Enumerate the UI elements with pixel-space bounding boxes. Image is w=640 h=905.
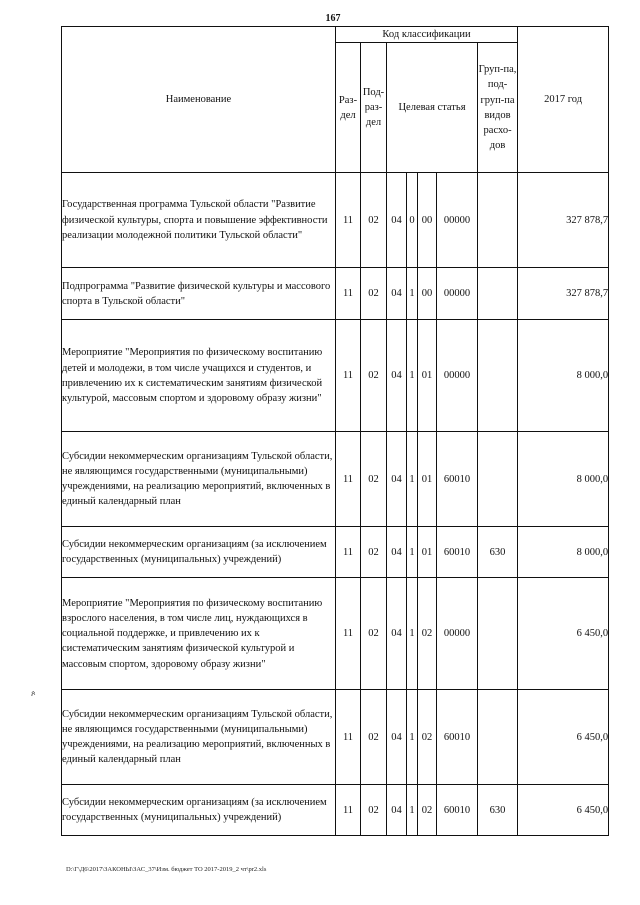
header-target-article: Целевая статья: [387, 43, 478, 173]
row-direction: 00000: [437, 268, 478, 320]
row-name: Субсидии некоммерческим организациям (за исключением государственных (муниципальных) учреждений): [62, 527, 336, 578]
row-event: 02: [418, 690, 437, 785]
table-row: [62, 527, 609, 578]
header-classification: Код классификации: [336, 27, 518, 43]
row-section: 11: [336, 320, 361, 432]
row-expense-type: [478, 690, 518, 785]
table-row: [62, 785, 609, 836]
row-expense-type: [478, 320, 518, 432]
row-expense-type: [478, 173, 518, 268]
row-name: Государственная программа Тульской области "Развитие физической культуры, спорта и повышение эффективности реализации молодежной политики Тульской области": [62, 173, 336, 268]
row-direction: 00000: [437, 320, 478, 432]
row-direction: 60010: [437, 527, 478, 578]
row-name: Мероприятие "Мероприятия по физическому воспитанию детей и молодежи, в том числе учащихся и студентов, и привлечению их к систематическим занятиям физической культурой, массовым спортом и здоровому образу жизни": [62, 320, 336, 432]
row-section: 11: [336, 527, 361, 578]
table-row: [62, 432, 609, 527]
row-direction: 60010: [437, 432, 478, 527]
table-row: [62, 173, 609, 268]
scan-artifact: ጶ: [31, 689, 36, 698]
row-subprogram: 1: [407, 578, 418, 690]
row-name: Субсидии некоммерческим организациям Тульской области, не являющимся государственными (муниципальными) учреждениями, на реализацию мероприятий, включенных в единый календарный план: [62, 690, 336, 785]
row-subprogram: 0: [407, 173, 418, 268]
row-subsection: 02: [361, 578, 387, 690]
row-section: 11: [336, 578, 361, 690]
row-amount: 8 000,0: [518, 527, 609, 578]
row-amount: 8 000,0: [518, 320, 609, 432]
row-direction: 00000: [437, 173, 478, 268]
row-event: 02: [418, 578, 437, 690]
row-program: 04: [387, 578, 407, 690]
row-event: 01: [418, 432, 437, 527]
header-expense-group: Груп-па, под-груп-па видов расхо-дов: [478, 43, 518, 173]
row-subsection: 02: [361, 320, 387, 432]
row-subprogram: 1: [407, 690, 418, 785]
table-row: [62, 268, 609, 320]
row-name: Мероприятие "Мероприятия по физическому воспитанию взрослого населения, в том числе лиц, нуждающихся в социальной поддержке, и привлечению их к систематическим занятиям физической культурой и массовым спортом, здоровому образу жизни": [62, 578, 336, 690]
header-section: Раз-дел: [336, 43, 361, 173]
row-program: 04: [387, 173, 407, 268]
row-event: 00: [418, 268, 437, 320]
row-subprogram: 1: [407, 432, 418, 527]
row-subprogram: 1: [407, 785, 418, 836]
row-subsection: 02: [361, 785, 387, 836]
table-row: [62, 320, 609, 432]
table-row: [62, 690, 609, 785]
row-event: 01: [418, 320, 437, 432]
row-expense-type: 630: [478, 785, 518, 836]
row-expense-type: 630: [478, 527, 518, 578]
row-subprogram: 1: [407, 527, 418, 578]
row-program: 04: [387, 690, 407, 785]
header-subsection: Под-раз-дел: [361, 43, 387, 173]
row-program: 04: [387, 432, 407, 527]
row-direction: 00000: [437, 578, 478, 690]
file-path-footer: D:\Г\Д6\2017\ЗАКОНЫ\ЗАС_37\Изм. бюджет ТО 2017-2019_2 чт\pr2.xls: [66, 866, 267, 873]
row-section: 11: [336, 173, 361, 268]
row-subsection: 02: [361, 527, 387, 578]
row-expense-type: [478, 268, 518, 320]
header-name: Наименование: [62, 27, 336, 173]
row-program: 04: [387, 268, 407, 320]
row-event: 00: [418, 173, 437, 268]
row-amount: 6 450,0: [518, 578, 609, 690]
budget-table: [61, 26, 609, 836]
row-event: 01: [418, 527, 437, 578]
row-subsection: 02: [361, 268, 387, 320]
row-section: 11: [336, 785, 361, 836]
row-subprogram: 1: [407, 268, 418, 320]
row-name: Субсидии некоммерческим организациям (за исключением государственных (муниципальных) учреждений): [62, 785, 336, 836]
row-name: Субсидии некоммерческим организациям Тульской области, не являющимся государственными (муниципальными) учреждениями, на реализацию мероприятий, включенных в единый календарный план: [62, 432, 336, 527]
row-expense-type: [478, 432, 518, 527]
row-direction: 60010: [437, 690, 478, 785]
row-amount: 6 450,0: [518, 785, 609, 836]
row-direction: 60010: [437, 785, 478, 836]
page-number: 167: [325, 13, 341, 24]
row-expense-type: [478, 578, 518, 690]
row-subsection: 02: [361, 690, 387, 785]
row-subsection: 02: [361, 173, 387, 268]
row-name: Подпрограмма "Развитие физической культуры и массового спорта в Тульской области": [62, 268, 336, 320]
row-program: 04: [387, 785, 407, 836]
row-amount: 6 450,0: [518, 690, 609, 785]
table-row: [62, 578, 609, 690]
header-year: 2017 год: [518, 27, 609, 173]
row-section: 11: [336, 432, 361, 527]
row-amount: 327 878,7: [518, 268, 609, 320]
row-program: 04: [387, 320, 407, 432]
row-subsection: 02: [361, 432, 387, 527]
row-program: 04: [387, 527, 407, 578]
row-amount: 8 000,0: [518, 432, 609, 527]
row-event: 02: [418, 785, 437, 836]
row-section: 11: [336, 690, 361, 785]
row-subprogram: 1: [407, 320, 418, 432]
row-section: 11: [336, 268, 361, 320]
row-amount: 327 878,7: [518, 173, 609, 268]
